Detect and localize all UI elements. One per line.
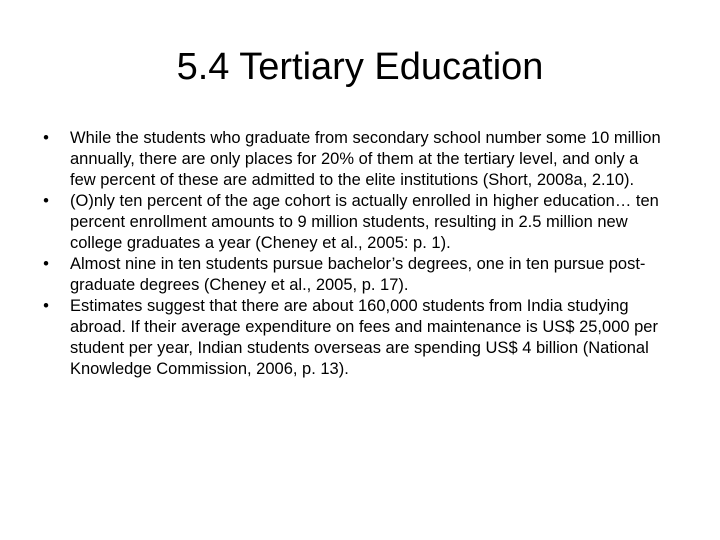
- bullet-item-4: [36, 296, 666, 380]
- bullet-text: While the students who graduate from secondary school number some 10 million annually, there are only places for 20% of them at the tertiary level, and only a few percent of these are admitted to the elite institutions (Short, 2008a, 2.10).: [70, 129, 661, 189]
- bullet-list: [36, 128, 666, 380]
- slide-title: 5.4 Tertiary Education: [176, 46, 544, 88]
- bullet-item-1: [36, 128, 666, 191]
- bullet-item-3: [36, 254, 666, 296]
- bullet-icon: •: [43, 255, 49, 273]
- bullet-text: (O)nly ten percent of the age cohort is actually enrolled in higher education… ten percent enrollment amounts to 9 million students, resulting in 2.5 million new college graduates a year (Cheney et al., 2005: p. 1).: [70, 192, 659, 252]
- bullet-icon: •: [43, 297, 49, 315]
- bullet-text: Almost nine in ten students pursue bachelor’s degrees, one in ten pursue post-graduate degrees (Cheney et al., 2005, p. 17).: [70, 255, 646, 294]
- bullet-icon: •: [43, 129, 49, 147]
- bullet-icon: •: [43, 192, 49, 210]
- bullet-text: Estimates suggest that there are about 160,000 students from India studying abroad. If their average expenditure on fees and maintenance is US$ 25,000 per student per year, Indian students overseas are spending US$ 4 billion (National Knowledge Commission, 2006, p. 13).: [70, 297, 658, 378]
- bullet-item-2: [36, 191, 666, 254]
